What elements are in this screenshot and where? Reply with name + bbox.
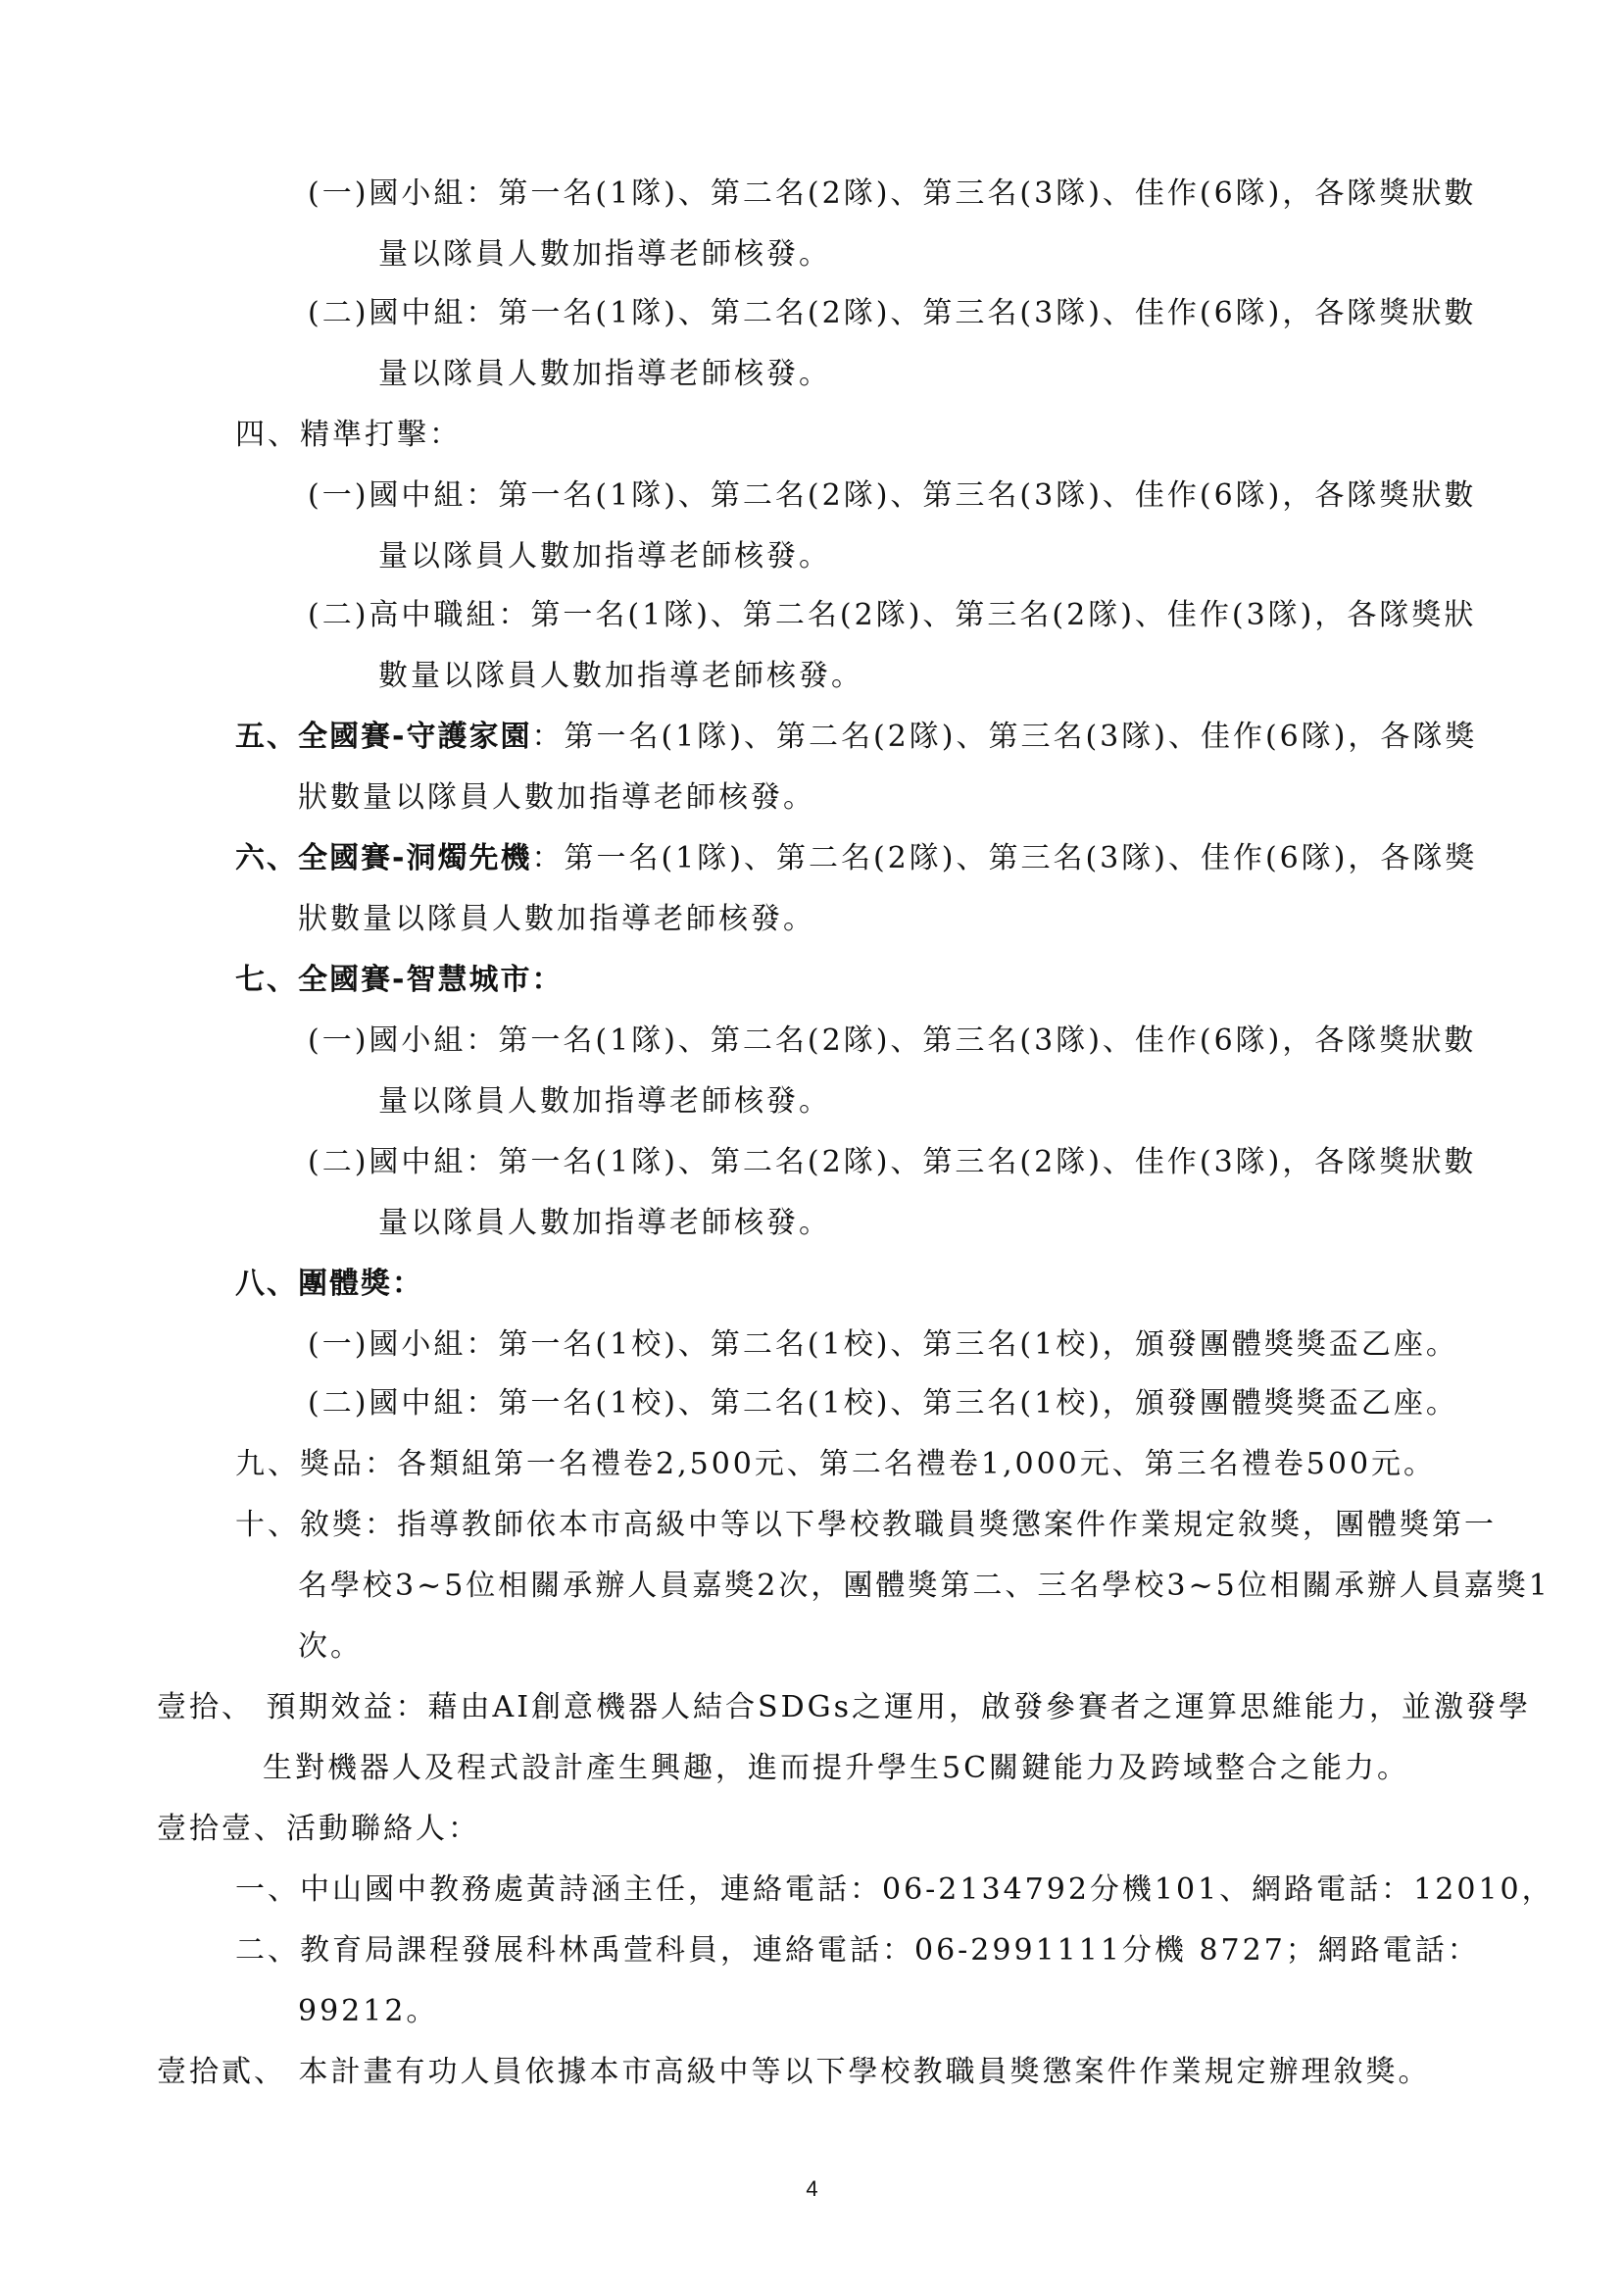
text-line xyxy=(235,961,563,1000)
text-line xyxy=(308,1384,1458,1423)
text-line xyxy=(298,778,815,818)
text-line xyxy=(235,718,1477,757)
text-line xyxy=(263,1749,1409,1788)
text-line xyxy=(308,476,1476,516)
bold-heading: 七、全國賽-智慧城市： xyxy=(235,963,564,997)
line-text: (一)國小組：第一名(1隊)、第二名(2隊)、第三名(3隊)、佳作(6隊)，各隊獎狀數 xyxy=(308,1023,1477,1058)
text-line xyxy=(235,1265,423,1304)
bold-heading: 五、全國賽-守護家園 xyxy=(235,720,532,754)
line-text: 量以隊員人數加指導老師核發。 xyxy=(378,1084,831,1119)
text-line xyxy=(308,596,1476,635)
line-text: 壹拾、 預期效益：藉由AI創意機器人結合SDGs之運用，啟發參賽者之運算思維能力，並激發學 xyxy=(157,1690,1532,1724)
line-text: 量以隊員人數加指導老師核發。 xyxy=(378,237,831,272)
text-line xyxy=(298,1992,438,2031)
text-line xyxy=(298,1627,363,1667)
line-text: 名學校3~5位相關承辦人員嘉獎2次，團體獎第二、三名學校3~5位相關承辦人員嘉獎1 xyxy=(298,1569,1550,1603)
line-text: 九、獎品：各類組第一名禮卷2,500元、第二名禮卷1,000元、第三名禮卷500元。 xyxy=(235,1447,1437,1481)
line-text: 壹拾貳、 本計畫有功人員依據本市高級中等以下學校教職員獎懲案件作業規定辦理敘獎。 xyxy=(157,2055,1431,2089)
line-text: ：第一名(1隊)、第二名(2隊)、第三名(3隊)、佳作(6隊)，各隊獎 xyxy=(531,841,1478,875)
line-text: 十、敘獎：指導教師依本市高級中等以下學校教職員獎懲案件作業規定敘獎，團體獎第一 xyxy=(235,1508,1497,1542)
line-text: (一)國小組：第一名(1校)、第二名(1校)、第三名(1校)，頒發團體獎獎盃乙座。 xyxy=(308,1327,1458,1362)
text-line xyxy=(235,1871,1554,1910)
line-text: 生對機器人及程式設計產生興趣，進而提升學生5C關鍵能力及跨域整合之能力。 xyxy=(263,1751,1410,1785)
line-text: 量以隊員人數加指導老師核發。 xyxy=(378,1206,831,1240)
text-line xyxy=(298,1567,1550,1606)
text-line xyxy=(378,537,831,576)
bold-heading: 六、全國賽-洞燭先機 xyxy=(235,841,532,875)
line-text: (二)國中組：第一名(1隊)、第二名(2隊)、第三名(3隊)、佳作(6隊)，各隊獎狀數 xyxy=(308,296,1477,330)
line-text: 99212。 xyxy=(298,1994,439,2028)
text-line xyxy=(308,175,1476,214)
line-text: ：第一名(1隊)、第二名(2隊)、第三名(3隊)、佳作(6隊)，各隊獎 xyxy=(531,720,1478,754)
line-text: 狀數量以隊員人數加指導老師核發。 xyxy=(298,902,815,936)
line-text: (二)國中組：第一名(1隊)、第二名(2隊)、第三名(2隊)、佳作(3隊)，各隊獎狀數 xyxy=(308,1145,1477,1179)
text-line xyxy=(235,416,462,455)
line-text: 壹拾壹、活動聯絡人： xyxy=(157,1812,480,1846)
text-line xyxy=(235,1931,1480,1971)
text-line xyxy=(308,294,1476,333)
line-text: (二)高中職組：第一名(1隊)、第二名(2隊)、第三名(2隊)、佳作(3隊)，各隊獎狀 xyxy=(308,598,1477,632)
text-line xyxy=(157,2053,1431,2092)
line-text: (二)國中組：第一名(1校)、第二名(1校)、第三名(1校)，頒發團體獎獎盃乙座。 xyxy=(308,1386,1458,1421)
line-text: (一)國小組：第一名(1隊)、第二名(2隊)、第三名(3隊)、佳作(6隊)，各隊獎狀數 xyxy=(308,176,1477,211)
text-line xyxy=(378,235,831,274)
line-text: 數量以隊員人數加指導老師核發。 xyxy=(378,659,863,693)
bold-heading: 八、團體獎： xyxy=(235,1267,423,1301)
line-text: 次。 xyxy=(298,1629,363,1664)
text-line xyxy=(308,1143,1476,1182)
text-line xyxy=(298,900,815,939)
text-line xyxy=(378,1082,831,1122)
page-number: 4 xyxy=(806,2176,818,2201)
text-line xyxy=(157,1810,480,1849)
line-text: 狀數量以隊員人數加指導老師核發。 xyxy=(298,780,815,815)
line-text: (一)國中組：第一名(1隊)、第二名(2隊)、第三名(3隊)、佳作(6隊)，各隊獎狀數 xyxy=(308,478,1477,513)
text-line xyxy=(378,1204,831,1243)
text-line xyxy=(378,355,831,394)
text-line xyxy=(235,839,1477,878)
line-text: 四、精準打擊： xyxy=(235,418,462,452)
text-line xyxy=(235,1506,1497,1545)
line-text: 一、中山國中教務處黃詩涵主任，連絡電話：06-2134792分機101、網路電話：12010， xyxy=(235,1872,1554,1907)
text-line xyxy=(157,1688,1531,1727)
text-line xyxy=(378,657,863,696)
text-line xyxy=(308,1022,1476,1061)
line-text: 量以隊員人數加指導老師核發。 xyxy=(378,357,831,391)
text-line xyxy=(308,1325,1458,1365)
line-text: 二、教育局課程發展科林禹萱科員，連絡電話：06-2991111分機 8727；網路電話： xyxy=(235,1933,1480,1968)
line-text: 量以隊員人數加指導老師核發。 xyxy=(378,539,831,574)
text-line xyxy=(235,1445,1436,1484)
